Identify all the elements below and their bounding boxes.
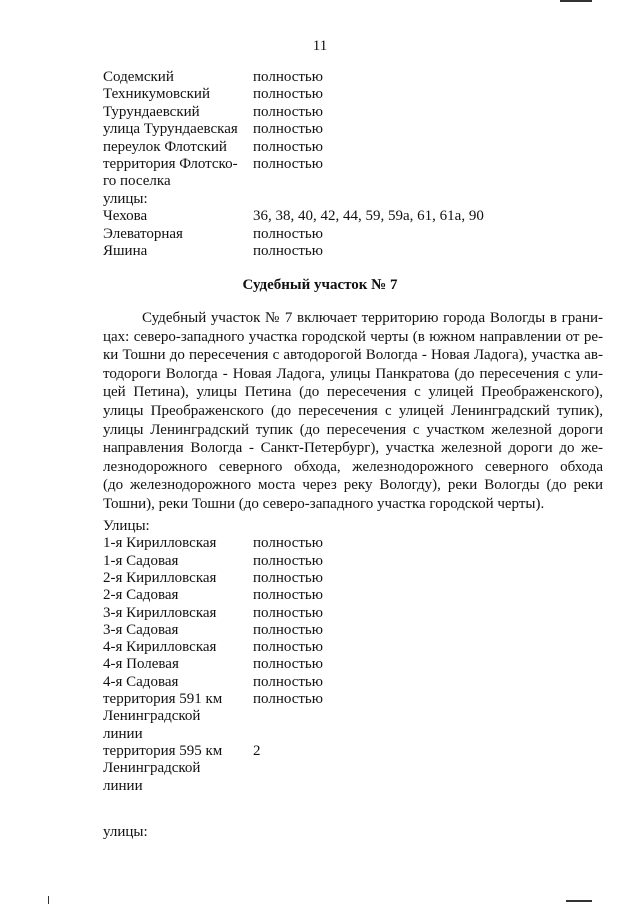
- list-row: [103, 725, 603, 743]
- street-extent: полностью: [253, 587, 323, 604]
- street-extent: полностью: [253, 243, 323, 259]
- street-name: 4-я Кирилловская: [103, 639, 217, 656]
- street-name: 2-я Садовая: [103, 587, 179, 604]
- street-name: линии: [103, 777, 143, 794]
- street-name: 4-я Садовая: [103, 673, 179, 690]
- paragraph-line: Судебный участок № 7 включает территорию города Вологды в грани-: [142, 310, 603, 326]
- section-heading: Судебный участок № 7: [242, 277, 398, 293]
- paragraph-line: направления Вологда - Санкт-Петербург), участка железной дороги до же-: [103, 440, 603, 457]
- list-row: [103, 604, 603, 622]
- list-row: [103, 190, 603, 208]
- street-extent: полностью: [253, 86, 323, 103]
- list-row: [103, 655, 603, 673]
- paragraph-line: лезнодорожного северного обхода, железнодорожного северного обхода: [103, 458, 603, 475]
- scan-mark-bottom-right: [566, 900, 592, 902]
- list-row: [103, 242, 603, 260]
- list-row: [103, 552, 603, 570]
- street-extent: полностью: [253, 673, 323, 690]
- street-name: улицы:: [103, 190, 148, 207]
- street-name: территория 591 км: [103, 691, 223, 707]
- street-name: 4-я Полевая: [103, 656, 179, 673]
- street-name: 3-я Садовая: [103, 621, 179, 638]
- street-name: Ленинградской: [103, 760, 201, 777]
- street-extent: 2: [253, 742, 261, 759]
- list-row: [103, 155, 603, 173]
- scan-mark-bottom-left: [48, 896, 49, 904]
- paragraph-line: улицы Ленинградский тупик (до пересечения с участком железной дороги: [103, 421, 603, 438]
- street-extent: полностью: [253, 138, 323, 155]
- list-row: [103, 621, 603, 639]
- list-row: [103, 673, 603, 691]
- list-row: [103, 138, 603, 156]
- list-row: [103, 103, 603, 121]
- list-row: [103, 777, 603, 795]
- paragraph-line: тодороги Вологда - Новая Ладога, улицы Панкратова (до пересечения с ули-: [103, 365, 603, 382]
- street-name: Яшина: [103, 243, 148, 259]
- street-name: Техникумовский: [103, 86, 210, 103]
- street-name: 1-я Кирилловская: [103, 535, 217, 552]
- list-row: [103, 207, 603, 225]
- street-extent: полностью: [253, 121, 323, 138]
- street-name: 1-я Садовая: [103, 552, 179, 569]
- list-row: [103, 707, 603, 725]
- street-extent: полностью: [253, 569, 323, 586]
- paragraph-line: ки Тошни до пересечения с автодорогой Вологда - Новая Ладога), участка ав-: [103, 347, 603, 364]
- street-name: 3-я Кирилловская: [103, 604, 217, 621]
- scan-mark-top-right: [560, 0, 592, 2]
- paragraph-line: цей Петина), улицы Петина (до пересечения с улицей Преображенского),: [103, 384, 603, 401]
- street-extent: полностью: [253, 691, 323, 707]
- list-row: [103, 638, 603, 656]
- street-extent: полностью: [253, 535, 323, 552]
- page-number: 11: [312, 38, 328, 54]
- list-row: [103, 586, 603, 604]
- list-row: [103, 569, 603, 587]
- street-name: улицы:: [103, 823, 148, 840]
- street-name: Турундаевский: [103, 103, 200, 120]
- section-description: [103, 309, 603, 514]
- street-name: линии: [103, 725, 143, 742]
- paragraph-line: (до железнодорожного моста через реку Вологду), реки Вологды (до реки: [103, 477, 603, 494]
- street-name: переулок Флотский: [103, 138, 227, 155]
- street-name: 2-я Кирилловская: [103, 569, 217, 586]
- street-extent: полностью: [253, 552, 323, 569]
- street-extent: полностью: [253, 225, 323, 242]
- street-extent: полностью: [253, 69, 323, 85]
- list-row: [103, 823, 603, 841]
- street-extent: полностью: [253, 621, 323, 638]
- street-extent: полностью: [253, 656, 323, 673]
- street-name: Элеваторная: [103, 225, 183, 242]
- street-extent: 36, 38, 40, 42, 44, 59, 59а, 61, 61а, 90: [253, 208, 484, 225]
- list-row: [103, 742, 603, 760]
- paragraph-line: Тошни), реки Тошни (до северо-западного участка городской черты).: [103, 495, 545, 512]
- street-name: Ленинградской: [103, 708, 201, 725]
- list-row: [103, 517, 603, 535]
- list-row: [103, 172, 603, 190]
- list-row: [103, 534, 603, 552]
- street-name: улица Турундаевская: [103, 121, 238, 138]
- street-name: Улицы:: [103, 518, 150, 534]
- list-row: [103, 759, 603, 777]
- street-name: Чехова: [103, 208, 148, 225]
- street-name: го поселка: [103, 173, 171, 190]
- street-name: территория Флотско-: [103, 156, 238, 172]
- street-extent: полностью: [253, 604, 323, 621]
- street-name: территория 595 км: [103, 742, 223, 759]
- list-row: [103, 225, 603, 243]
- list-row: [103, 85, 603, 103]
- list-row: [103, 68, 603, 86]
- paragraph-line: цах: северо-западного участка городской черты (в южном направлении от ре-: [103, 328, 603, 345]
- list-row: [103, 120, 603, 138]
- street-extent: полностью: [253, 103, 323, 120]
- street-extent: полностью: [253, 156, 323, 172]
- list-row: [103, 690, 603, 708]
- street-name: Содемский: [103, 69, 174, 85]
- paragraph-line: улицы Преображенского (до пересечения с улицей Ленинградский тупик),: [103, 402, 603, 419]
- street-extent: полностью: [253, 639, 323, 656]
